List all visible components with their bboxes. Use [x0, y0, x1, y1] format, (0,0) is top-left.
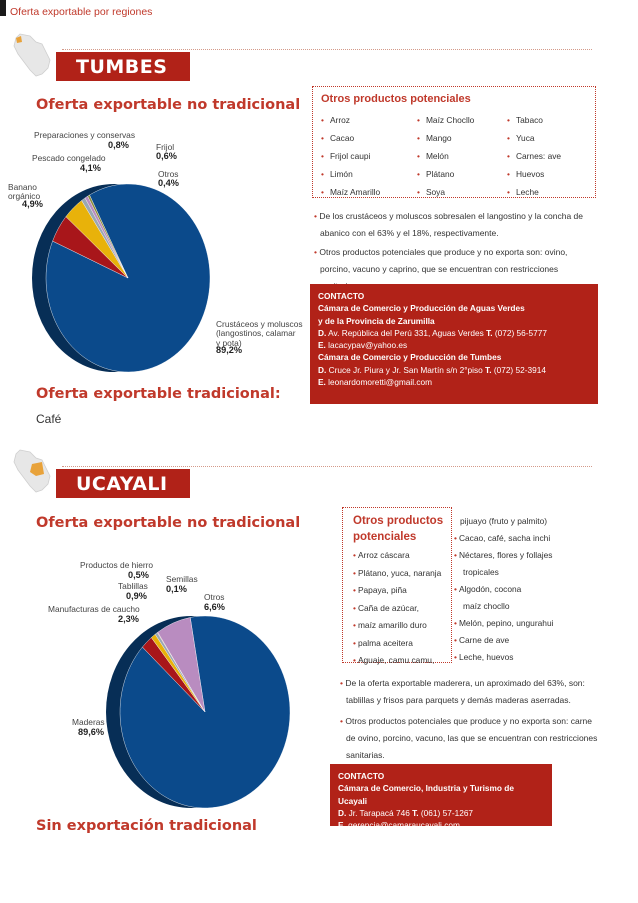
- label-banano: Banano orgánico: [8, 182, 41, 202]
- contact-address-line: D. Jr. Tarapacá 746 T. (061) 57-1267: [338, 807, 474, 818]
- ucayali-potential-col-1: • Arroz cáscara • Plátano, yuca, naranja • Papaya, piña • Caña de azúcar, • maíz amarillo duro • palma aceitera • Aguaje, camu camu,: [353, 550, 442, 665]
- product-item: Tabaco: [515, 115, 543, 125]
- product-item: Melón, pepino, ungurahui: [458, 618, 554, 628]
- contact-email-line: E. gerencia@camaraucayali.com: [338, 820, 460, 831]
- tumbes-potential-box: [312, 86, 596, 198]
- product-item: palma aceitera: [357, 637, 413, 648]
- tumbes-notes: • De los crustáceos y moluscos sobresalen el langostino y la concha de abanico con el 63% y el 18%, respectivamente. • Otros productos potenciales que produce y no exporta son: ovino, porcino, vacuno y caprino, que se encuentran con restricciones: [312, 208, 596, 295]
- region-banner-tumbes: TUMBES: [56, 52, 190, 81]
- label-semillas: Semillas: [166, 574, 198, 584]
- label-maderas: Maderas: [72, 717, 105, 727]
- product-item: Maíz Amarillo: [329, 187, 381, 197]
- label-frijol: Frijol: [156, 142, 175, 152]
- product-item: Mango: [425, 133, 452, 143]
- note-item: De los crustáceos y moluscos sobresalen el langostino y la concha de abanico con el 63% y el 18%, respectivamente.: [319, 211, 583, 238]
- product-item: Papaya, piña: [357, 585, 407, 595]
- product-item: Frijol caupi: [329, 151, 371, 161]
- product-item: Leche: [515, 187, 539, 197]
- contact-email[interactable]: lacacypav@yahoo.es: [328, 340, 408, 351]
- value-preparaciones: 0,8%: [108, 140, 129, 150]
- value-pescado: 4,1%: [80, 163, 101, 173]
- value-banano: 4,9%: [22, 199, 43, 209]
- page-header-title: Oferta exportable por regiones: [10, 6, 153, 18]
- ucayali-notes: • De la oferta exportable maderera, un aproximado del 63%, son: tablillas y frisos para parquets y demás maderas aserradas. • Otros productos potenciales que produce y no exporta son: carne de ovino, porcino, vacuno, las que se encuentran con restricciones sanitarias.: [340, 678, 598, 760]
- product-item: tropicales: [463, 567, 499, 577]
- product-item: maíz amarillo duro: [357, 620, 427, 630]
- product-item: Aguaje, camu camu,: [357, 655, 435, 665]
- product-item: maíz chocllo: [463, 601, 510, 611]
- value-semillas: 0,1%: [166, 584, 187, 594]
- product-item: Soya: [425, 187, 446, 197]
- peru-map-icon: [12, 32, 54, 78]
- product-item: Melón: [425, 151, 449, 161]
- contact-address-line: D. Av. República del Perú 331, Aguas Verdes T. (072) 56-5777: [318, 327, 547, 338]
- note-item: Otros productos potenciales que produce y no exporta son: ovino, porcino, vacuno y caprino, que se encuentran con restricciones: [319, 247, 568, 274]
- label-tablillas: Tablillas: [118, 581, 148, 591]
- contact-org: Cámara de Comercio y Producción de Tumbes: [318, 352, 502, 363]
- product-item: pijuayo (fruto y palmito): [460, 516, 548, 526]
- product-item: Yuca: [515, 133, 535, 143]
- product-item: Cacao, café, sacha inchi: [458, 533, 551, 543]
- label-hierro: Productos de hierro: [80, 560, 154, 570]
- tumbes-pie-chart: [28, 180, 214, 376]
- contact-title: CONTACTO: [318, 291, 365, 301]
- label-otros-ucayali: Otros: [204, 592, 225, 602]
- contact-org: Cámara de Comercio y Producción de Aguas Verdes: [318, 303, 525, 314]
- contact-address-line: D. Cruce Jr. Piura y Jr. San Martín s/n 2°piso T. (072) 52-3914: [318, 364, 546, 375]
- peru-map-icon: [12, 448, 54, 494]
- tumbes-trad-value: Café: [36, 412, 62, 426]
- value-tablillas: 0,9%: [126, 591, 147, 601]
- value-otros-ucayali: 6,6%: [204, 602, 225, 612]
- product-item: Néctares, flores y follajes: [458, 550, 553, 560]
- region-banner-ucayali: UCAYALI: [56, 469, 190, 498]
- tumbes-contact-box: [310, 284, 598, 404]
- label-otros-tumbes: Otros: [158, 169, 179, 179]
- note-item: De la oferta exportable maderera, un aproximado del 63%, son: tablillas y frisos para parquets y demás maderas aserradas.: [345, 678, 585, 705]
- ucayali-potential-box: [342, 507, 452, 663]
- ucayali-no-trad-title: Oferta exportable no tradicional: [36, 515, 301, 531]
- contact-email[interactable]: gerencia@camaraucayali.com: [348, 820, 460, 831]
- value-maderas: 89,6%: [78, 727, 105, 737]
- product-item: Arroz: [329, 115, 350, 125]
- product-item: Huevos: [515, 169, 545, 179]
- product-item: Algodón, cocona: [458, 584, 522, 594]
- tumbes-trad-title: Oferta exportable tradicional:: [36, 386, 281, 402]
- ucayali-trad-title: Sin exportación tradicional: [36, 818, 257, 834]
- label-preparaciones: Preparaciones y conservas: [34, 130, 136, 140]
- ucayali-potential-col-2: pijuayo (fruto y palmito) • Cacao, café, sacha inchi • Néctares, flores y follajes tropicales • Algodón, cocona maíz chocllo • Melón, pepino, ungurahui • Carne de ave • Leche, huevos: [454, 516, 554, 662]
- value-otros-tumbes: 0,4%: [158, 178, 179, 188]
- product-item: Limón: [329, 169, 353, 179]
- product-item: Caña de azúcar,: [357, 602, 419, 613]
- product-item: Maíz Chocllo: [425, 115, 475, 125]
- product-item: Plátano, yuca, naranja: [357, 567, 442, 578]
- product-item: Cacao: [329, 133, 355, 143]
- ucayali-potential-title: Otros productos: [353, 515, 444, 527]
- value-crustaceos: 89,2%: [216, 345, 243, 355]
- ucayali-contact-box: [330, 764, 552, 831]
- tumbes-potential-title: Otros productos potenciales: [321, 93, 471, 105]
- value-frijol: 0,6%: [156, 151, 177, 161]
- product-item: Arroz cáscara: [357, 550, 410, 560]
- ucayali-potential-title: potenciales: [353, 531, 417, 543]
- label-caucho: Manufacturas de caucho: [48, 604, 140, 614]
- header-bar: [0, 0, 6, 16]
- contact-email-line: E. leonardomoretti@gmail.com: [318, 377, 433, 388]
- tumbes-potential-col-3: • Tabaco • Yuca • Carnes: ave • Huevos • Leche: [507, 115, 562, 197]
- tumbes-no-trad-title: Oferta exportable no tradicional: [36, 97, 301, 113]
- value-caucho: 2,3%: [118, 614, 139, 624]
- ucayali-pie-chart: [102, 612, 294, 812]
- contact-org: Cámara de Comercio, Industria y Turismo de Ucayali: [338, 783, 514, 806]
- contact-title: CONTACTO: [338, 771, 385, 781]
- contact-org: y de la Provincia de Zarumilla: [318, 315, 435, 326]
- value-hierro: 0,5%: [128, 570, 149, 580]
- section-divider: [62, 466, 592, 467]
- product-item: Leche, huevos: [458, 652, 514, 662]
- tumbes-potential-col-2: • Maíz Chocllo • Mango • Melón • Plátano • Soya: [417, 115, 475, 197]
- product-item: Carne de ave: [458, 635, 510, 645]
- label-crustaceos: Crustáceos y moluscos (langostinos, calamar y pota): [216, 319, 303, 348]
- tumbes-potential-col-1: • Arroz • Cacao • Frijol caupi • Limón • Maíz Amarillo: [321, 115, 381, 197]
- product-item: Carnes: ave: [515, 151, 562, 161]
- section-divider: [62, 49, 592, 50]
- contact-email[interactable]: leonardomoretti@gmail.com: [328, 377, 433, 388]
- product-item: Plátano: [425, 169, 455, 179]
- contact-email-line: E. lacacypav@yahoo.es: [318, 340, 408, 351]
- label-pescado: Pescado congelado: [32, 153, 106, 163]
- note-item: Otros productos potenciales que produce y no exporta son: carne de ovino, porcino, vacuno, las que se encuentran con restricciones sanitarias.: [345, 716, 598, 760]
